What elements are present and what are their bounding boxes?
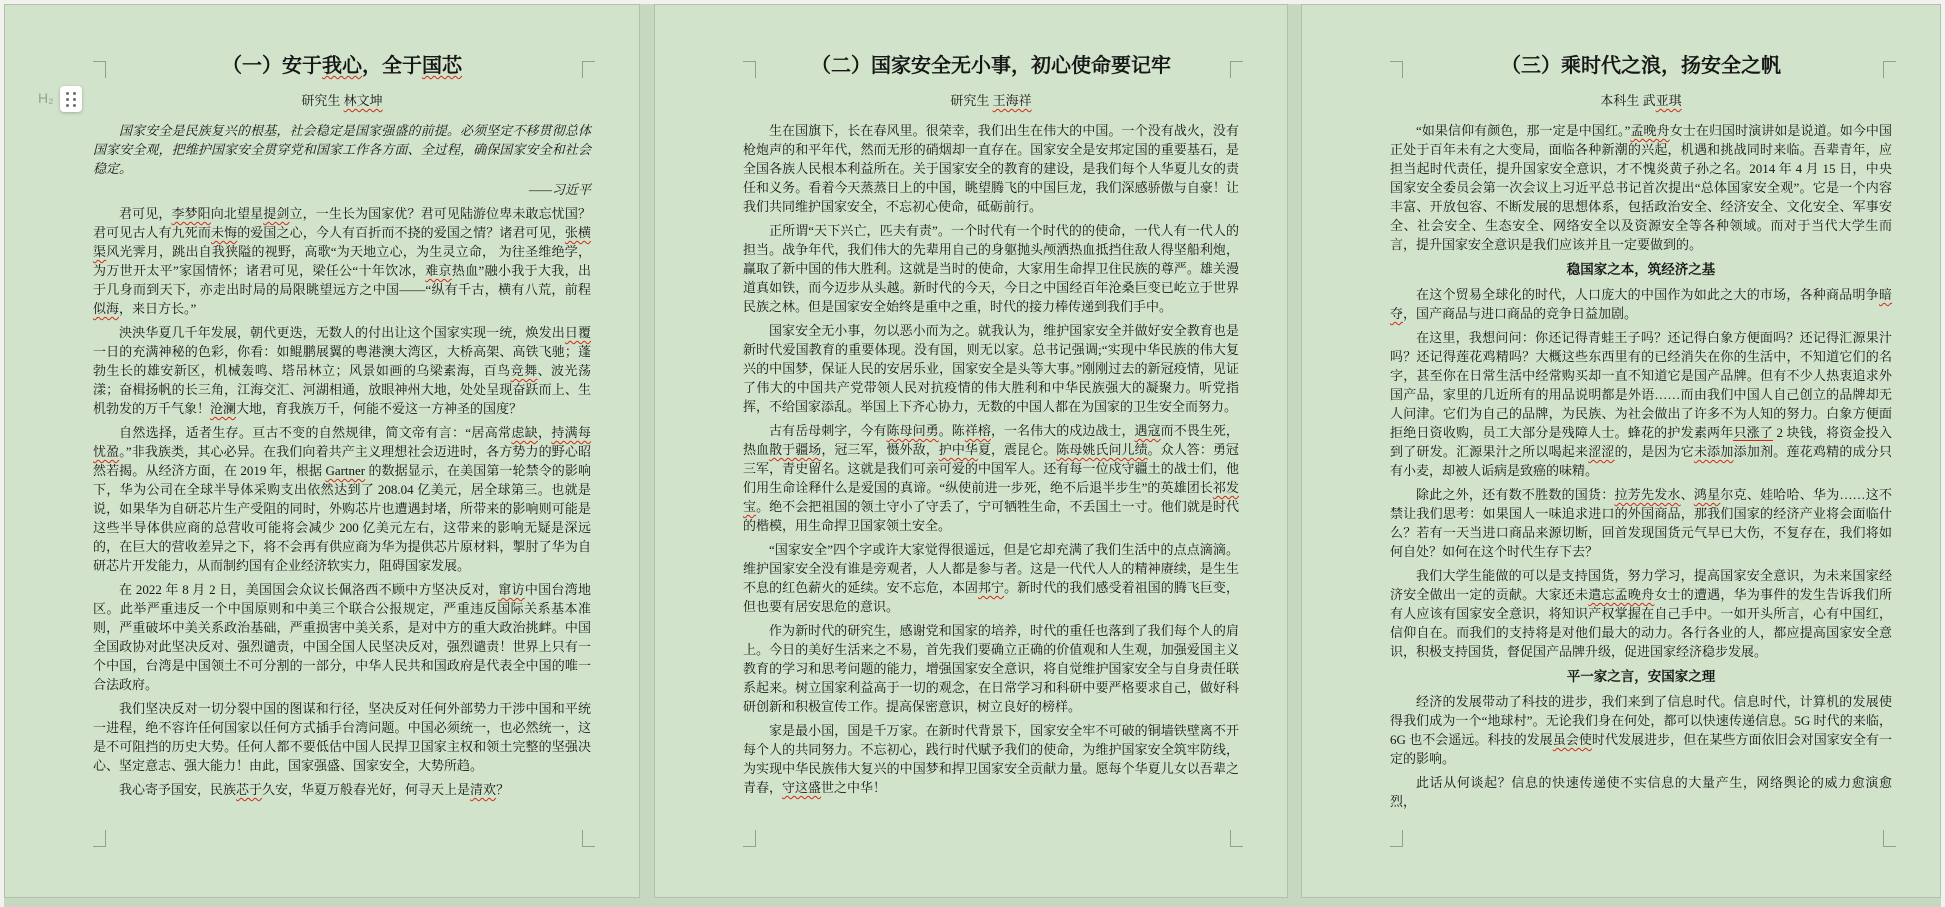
paragraph[interactable]: 自然选择，适者生存。亘古不变的自然规律，简文帝有言：“居高常虑缺，持满每忧盈。”非我族类，其心必异。在我们向着共产主义理想社会迈进时，各方势力的野心昭然若揭。从经济方面，在 2019 年，根据 Gartner 的数据显示，在美国第一轮禁令的影响下，华为公司在全球半导体采购支出依然达到了 208.04 亿美元，居全球第三。也就是说，如果华为自研芯片生产受阻的同时，外购芯片也遭遇封堵，所带来的影响则可能是这些半导体供应商的总营收可能将会减少 200 亿美元左右，这带来的影响无疑是深远的，在巨大的营收差异之下，将不会再有供应商为华为提供芯片原材料，掣肘了华为自研芯片开发能力，从而制约国有企业经济软实力，阻碍国家发展。 — [93, 425, 591, 573]
paragraph[interactable]: 作为新时代的研究生，感谢党和国家的培养，时代的重任也落到了我们每个人的肩上。今日的美好生活来之不易，首先我们要确立正确的价值观和人生观，加强爱国主义教育的学习和思考问题的能力，增强国家安全意识，将自觉维护国家安全与自身责任联系起来。树立国家利益高于一切的观念，在日常学习和科研中要严格要求自己，做好科研创新和积极宣传工作。提高保密意识，树立良好的榜样。 — [743, 623, 1239, 714]
page-3[interactable] — [1301, 4, 1941, 898]
spellcheck-squiggle: 遇寇 — [1134, 423, 1161, 438]
spellcheck-squiggle: 窜访 — [498, 582, 525, 597]
spellcheck-squiggle: 芯于 — [236, 782, 263, 797]
paragraph[interactable]: 在这个贸易全球化的时代，人口庞大的中国作为如此之大的市场，各种商品明争暗夺，国产商品与进口商品的竞争日益加剧。 — [1390, 287, 1892, 321]
spellcheck-squiggle: 鸿星 — [1693, 487, 1721, 502]
spellcheck-squiggle: 未悔 — [210, 225, 238, 240]
margin-mark-bottom-right — [1230, 830, 1243, 847]
essay-title[interactable]: （二）国家安全无小事，初心使命要记牢 — [811, 55, 1171, 77]
paragraph[interactable]: 我们大学生能做的可以是支持国货，努力学习，提高国家安全意识，为未来国家经济安全做出一定的贡献。大家还未遣忘孟晚舟女士的遭遇，华为事件的发生告诉我们所有人应该有国家安全意识，将知识产权掌握在自己手中。一如开头所言，心有中国红，信仰自在。而我们的支持将是对他们最大的动力。各行各业的人，都应提高国家安全意识，积极支持国货，督促国产品牌升级，促进国家经济稳步发展。 — [1390, 568, 1892, 659]
spellcheck-squiggle: 涩涩 — [1588, 444, 1615, 459]
spellcheck-squiggle: 似海 — [93, 301, 120, 316]
spellcheck-squiggle: 虽会使 — [1552, 732, 1592, 747]
spellcheck-squiggle: 陈母姚氏问儿绩 — [1056, 442, 1148, 457]
author-line[interactable]: 研究生 王海祥 — [950, 93, 1032, 108]
spellcheck-squiggle: 护中华 — [938, 442, 978, 457]
paragraph[interactable]: 在这里，我想问问：你还记得青蛙王子吗？还记得白象方便面吗？还记得汇源果汁吗？还记得莲花鸡精吗？大概这些东西里有的已经消失在你的生活中，不知道它们的名字，甚至你在日常生活中经常购买却一直不知道它是国产品牌。但有不少人热衷追求外国产品，家里的几近所有的用品说明都是外语……而由我们中国人自己创立的品牌却无人问津。它们为自己的品牌，为民族、为社会做出了许多不为人知的努力。白象方便面拒绝日资收购，员工大部分是残障人士。蜂花的护发素两年只涨了 2 块钱，将资金投入到了研发。汇源果汁之所以喝起来涩涩的，是因为它未添加添加剂。莲花鸡精的成分只有小麦，却被人诟病是致癌的味精。 — [1390, 330, 1892, 478]
margin-mark-bottom-right — [1883, 830, 1896, 847]
spellcheck-squiggle: 沧澜 — [210, 401, 237, 416]
spellcheck-squiggle: 提剑 — [263, 206, 290, 221]
spellcheck-squiggle: 虑缺 — [511, 425, 538, 440]
paragraph[interactable]: 在 2022 年 8 月 2 日，美国国会众议长佩洛西不顾中方坚决反对，窜访中国台湾地区。此举严重违反一个中国原则和中美三个联合公报规定，严重违反国际关系基本准则，严重破坏中美关系政治基础，严重损害中美关系，是对中方的重大政治挑衅。中国全国政协对此坚决反对、强烈谴责，中国全国人民坚决反对，强烈谴责！世界上只有一个中国，台湾是中国领土不可分割的一部分，中华人民共和国政府是代表全中国的唯一合法政府。 — [93, 582, 591, 692]
margin-mark-bottom-left — [1390, 830, 1403, 847]
paragraph[interactable]: 正所谓“天下兴亡，匹夫有责”。一个时代有一个时代的的使命，一代人有一代人的担当。战争年代，我们伟大的先辈用自己的身躯抛头颅洒热血抵挡住敌人得坚船利炮，赢取了新中国的伟大胜利。这就是当时的使命，大家用生命捍卫住民族的尊严。雄关漫道真如铁，而今迈步从头越。新时代的今天，今日之中国经百年沧桑巨变已屹立于世界民族之林。但是国家安全始终是重中之重，时代的接力棒传递到我们手中。 — [743, 223, 1239, 314]
spellcheck-squiggle: 亚琪 — [1655, 93, 1682, 108]
spellcheck-squiggle: 拉芳先发水 — [1614, 487, 1681, 502]
page-2-content[interactable] — [743, 51, 1239, 797]
paragraph[interactable]: 生在国旗下，长在春风里。很荣幸，我们出生在伟大的中国。一个没有战火，没有枪炮声的和平年代，然而无形的硝烟却一直存在。国家安全是安邦定国的重要基石，是全国各族人民根本利益所在。关于国家安全的教育的建设，是我们每个人华夏儿女的责任和义务。看着今天蒸蒸日上的中国，眺望腾飞的中国巨龙，我们深感骄傲与自豪！让我们共同维护国家安全，不忘初心使命，砥砺前行。 — [743, 123, 1239, 214]
spellcheck-squiggle: 我心 — [322, 55, 362, 77]
paragraph[interactable]: “国家安全”四个字或许大家觉得很遥远，但是它却充满了我们生活中的点点滴滴。维护国家安全没有谁是旁观者，人人都是参与者。这是一代代人人的精神赓续，是生生不息的红色薪火的延续。安不忘危，本固邦宁。新时代的我们感受着祖国的腾飞巨变，但也要有居安思危的意识。 — [743, 542, 1239, 614]
proofing-underline: 只涨了 — [1733, 425, 1774, 440]
section-subhead[interactable]: 稳国家之本，筑经济之基 — [1566, 262, 1716, 277]
spellcheck-squiggle: 李梦阳 — [171, 206, 211, 221]
spellcheck-squiggle: 难京 — [425, 263, 452, 278]
spellcheck-squiggle: 祁发宝 — [743, 480, 1239, 514]
spellcheck-squiggle: Gartner — [325, 463, 366, 478]
paragraph[interactable]: 此话从何谈起？信息的快速传递使不实信息的大量产生，网络舆论的威力愈演愈烈， — [1390, 775, 1892, 809]
document-canvas — [4, 4, 1941, 907]
epigraph-quote[interactable]: 国家安全是民族复兴的根基，社会稳定是国家强盛的前提。必须坚定不移贯彻总体国家安全观，把维护国家安全贯穿党和国家工作各方面、全过程，确保国家安全和社会稳定。 — [93, 123, 591, 176]
spellcheck-squiggle: 祥榕 — [964, 423, 991, 438]
spellcheck-squiggle: 遣忘孟晚舟 — [1588, 587, 1655, 602]
essay-title[interactable]: （一）安于我心，全于国芯 — [222, 55, 462, 77]
drag-handle-icon[interactable] — [60, 86, 82, 112]
spellcheck-squiggle: 国芯 — [422, 55, 462, 77]
page-2[interactable] — [654, 4, 1288, 898]
spellcheck-squiggle: 守这盛 — [782, 780, 822, 795]
page-1-content[interactable] — [93, 51, 591, 799]
paragraph[interactable]: 君可见，李梦阳向北望星提剑立，一生长为国家优？君可见陆游位卑未敢忘忧国？君可见古人有九死而未悔的爱国之心，今人有百折而不挠的爱国之情？诸君可见，张横渠风光霁月，跳出自我狭隘的视野，高歌“为天地立心，为生灵立命， 为往圣维绝学，为万世开太平”家国情怀；诸君可见，梁任公“十年饮冰，难京热血”融小我于大我，出于几身而到天下，亦走出时局的局限眺望远方之中国——“纵有千古，横有八荒，前程似海，来日方长。” — [93, 206, 591, 316]
paragraph[interactable]: 经济的发展带动了科技的进步，我们来到了信息时代。信息时代，计算机的发展使得我们成为一个“地球村”。无论我们身在何处，都可以快速传递信息。5G 时代的来临，6G 也不会遥远。科技的发展虽会使时代发展进步，但在某些方面依旧会对国家安全有一定的影响。 — [1390, 694, 1892, 766]
spellcheck-squiggle: 暗夺 — [1390, 287, 1892, 321]
spellcheck-squiggle: 持满每忧盈 — [93, 425, 591, 459]
paragraph[interactable]: 泱泱华夏几千年发展，朝代更迭，无数人的付出让这个国家实现一统，焕发出日覆一日的充满神秘的色彩，你看：如鲲鹏展翼的粤港澳大湾区，大桥高架、高铁飞驰；蓬勃生长的雄安新区，机械轰鸣、塔吊林立；风景如画的乌梁素海，百鸟竞舞、波光荡漾；奋楫扬帆的长三角，江海交汇、河湖相通，放眼神州大地，处处呈现奋跃而上、生机勃发的万千气象！沧澜大地，育我族万千，何能不爱这一方神圣的国度？ — [93, 325, 591, 416]
essay-title[interactable]: （三）乘时代之浪，扬安全之帆 — [1501, 55, 1781, 77]
heading-level-badge — [38, 90, 54, 106]
author-line[interactable]: 本科生 武亚琪 — [1600, 93, 1682, 108]
section-subhead[interactable]: 平一家之言，安国家之理 — [1566, 669, 1716, 684]
paragraph[interactable]: 我们坚决反对一切分裂中国的图谋和行径，坚决反对任何外部势力干涉中国和平统一进程，绝不容许任何国家以任何方式插手台湾问题。中国必须统一，也必然统一，这是不可阻挡的历史大势。任何人都不要低估中国人民捍卫国家主权和领土完整的坚强决心、坚定意志、强大能力！由此，国家强盛、国家安全，大势所趋。 — [93, 701, 591, 773]
epigraph-attribution[interactable]: ——习近平 — [528, 182, 591, 197]
page-3-content[interactable] — [1390, 51, 1892, 811]
spellcheck-squiggle: 林文坤 — [343, 93, 383, 108]
heading-level-label: H₂ — [38, 90, 54, 106]
paragraph[interactable]: 国家安全无小事，勿以恶小而为之。就我认为，维护国家安全并做好安全教育也是新时代爱国教育的重要体现。没有国，则无以家。总书记强调;“实现中华民族的伟大复兴的中国梦，保证人民的安居乐业，国家安全是头等大事。”刚刚过去的新冠疫情，见证了伟大的中国共产党带领人民对抗疫情的伟大胜利和中华民族强大的凝聚力。听党指挥，不给国家添乱。举国上下齐心协力，无数的中国人都在为国家的卫生安全而努力。 — [743, 323, 1239, 414]
spellcheck-squiggle: 竞舞 — [510, 363, 538, 378]
paragraph[interactable]: 家是最小国，国是千万家。在新时代背景下，国家安全牢不可破的铜墙铁壁离不开每个人的共同努力。不忘初心，践行时代赋予我们的使命，为维护国家安全筑牢防线，为实现中华民族伟大复兴的中国梦和捍卫国家安全贡献力量。愿每个华夏儿女以吾辈之青春，守这盛世之中华！ — [743, 723, 1239, 795]
spellcheck-squiggle: 未添加 — [1693, 444, 1734, 459]
margin-mark-bottom-right — [582, 830, 595, 847]
spellcheck-squiggle: 日覆 — [564, 325, 591, 340]
spellcheck-squiggle: 清欢 — [470, 782, 497, 797]
page-1[interactable] — [4, 4, 640, 898]
author-line[interactable]: 研究生 林文坤 — [301, 93, 383, 108]
paragraph[interactable]: 我心寄予国安，民族芯于久安，华夏万般春光好，何寻天上是清欢？ — [119, 782, 510, 797]
margin-mark-bottom-left — [743, 830, 756, 847]
spellcheck-squiggle: 孟晚舟 — [1630, 123, 1670, 138]
paragraph[interactable]: “如果信仰有颜色，那一定是中国红。”孟晚舟女士在归国时演讲如是说道。如今中国正处于百年未有之大变局，面临各种新潮的兴起，机遇和挑战同时来临。吾辈青年，应担当起时代责任，提升国家安全意识，才不愧炎黄子孙之名。2014 年 4 月 15 日，中央国家安全委员会第一次会议上习近平总书记首次提出“总体国家安全观”。它是一个内容丰富、开放包容、不断发展的思想体系，包括政治安全、经济安全、文化安全、军事安全、社会安全、生态安全、网络安全以及资源安全等各种领域。而对于当代大学生而言，提升国家安全意识是我们应该并且一定要做到的。 — [1390, 123, 1892, 252]
drag-handle-dots — [66, 92, 76, 107]
margin-mark-bottom-left — [93, 830, 106, 847]
spellcheck-squiggle: 张横渠 — [93, 225, 591, 259]
spellcheck-squiggle: 散于疆场 — [769, 442, 822, 457]
spellcheck-squiggle: 邦宁 — [977, 580, 1005, 595]
spellcheck-squiggle: 王海祥 — [992, 93, 1032, 108]
paragraph[interactable]: 除此之外，还有数不胜数的国货：拉芳先发水、鸿星尔克、娃哈哈、华为……这不禁让我们思考：如果国人一味追求进口的外国商品，那我们国家的经济产业将会面临什么？若有一天当进口商品来源切断，回首发现国货元气早已大伤，不复存在，我们将如何自处？如何在这个时代生存下去？ — [1390, 487, 1892, 559]
paragraph[interactable]: 古有岳母刺字，今有陈母问勇。陈祥榕，一名伟大的戍边战士，遇寇而不畏生死，热血散于疆场，冠三军，慑外敌，护中华夏，震昆仑。陈母姚氏问儿绩。众人答：勇冠三军，青史留名。这就是我们可亲可爱的中国军人。还有每一位戍守疆土的战士们，他们用生命诠释什么是爱国的真谛。“纵使前进一步死，绝不后退半步生”的英雄团长祁发宝。绝不会把祖国的领土守小了守丢了，宁可牺牲生命，不丢国土一寸。他们就是时代的楷模，用生命捍卫国家领土安全。 — [743, 423, 1239, 533]
spellcheck-squiggle: 陈母问勇 — [886, 423, 939, 438]
